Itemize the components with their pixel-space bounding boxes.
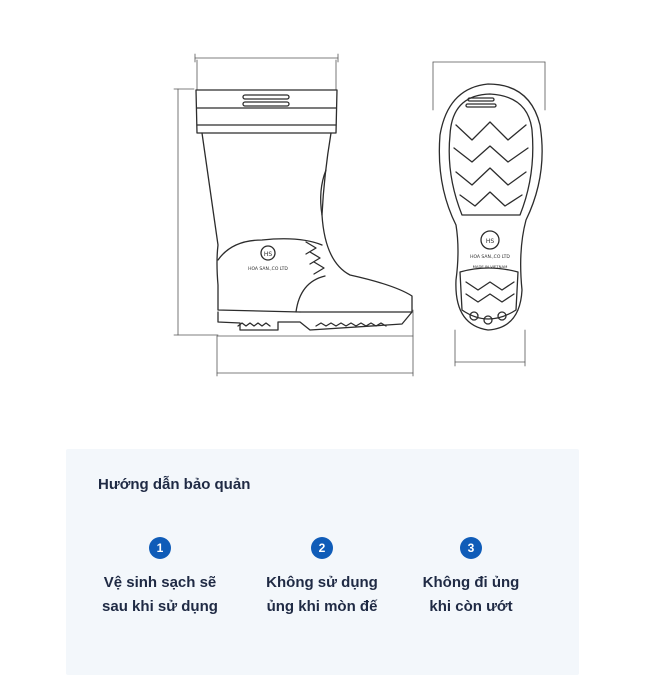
- step-text: [237, 571, 407, 619]
- svg-text:HS: HS: [485, 238, 495, 245]
- svg-text:HS: HS: [263, 251, 273, 258]
- step-number-badge: 2: [311, 537, 333, 559]
- step-text-line: sau khi sử dụng: [102, 598, 218, 615]
- care-step-3: [386, 537, 556, 619]
- side-logo-text: HOA SAN.,CO LTD: [248, 267, 288, 272]
- boot-side-view: [196, 90, 412, 330]
- care-instructions-card: [66, 449, 579, 675]
- step-number-badge: 3: [460, 537, 482, 559]
- care-title: Hướng dẫn bảo quản: [98, 476, 251, 493]
- step-text-line: Vệ sinh sạch sẽ: [103, 574, 217, 591]
- sole-made-in-text: MADE IN VIETNAM: [472, 264, 508, 269]
- care-step-2: [237, 537, 407, 619]
- step-number-badge: 1: [149, 537, 171, 559]
- step-text-line: Không sử dụng: [266, 574, 378, 591]
- step-text: [75, 571, 245, 619]
- step-text-line: khi còn ướt: [429, 598, 513, 615]
- side-dimension-lines: [174, 54, 413, 376]
- step-text-line: ủng khi mòn đế: [266, 598, 378, 615]
- care-step-1: [75, 537, 245, 619]
- step-text-line: Không đi ủng: [422, 574, 520, 591]
- step-text: [386, 571, 556, 619]
- boot-sole-view: [439, 84, 542, 330]
- sole-logo-text: HOA SAN.,CO LTD: [470, 255, 510, 260]
